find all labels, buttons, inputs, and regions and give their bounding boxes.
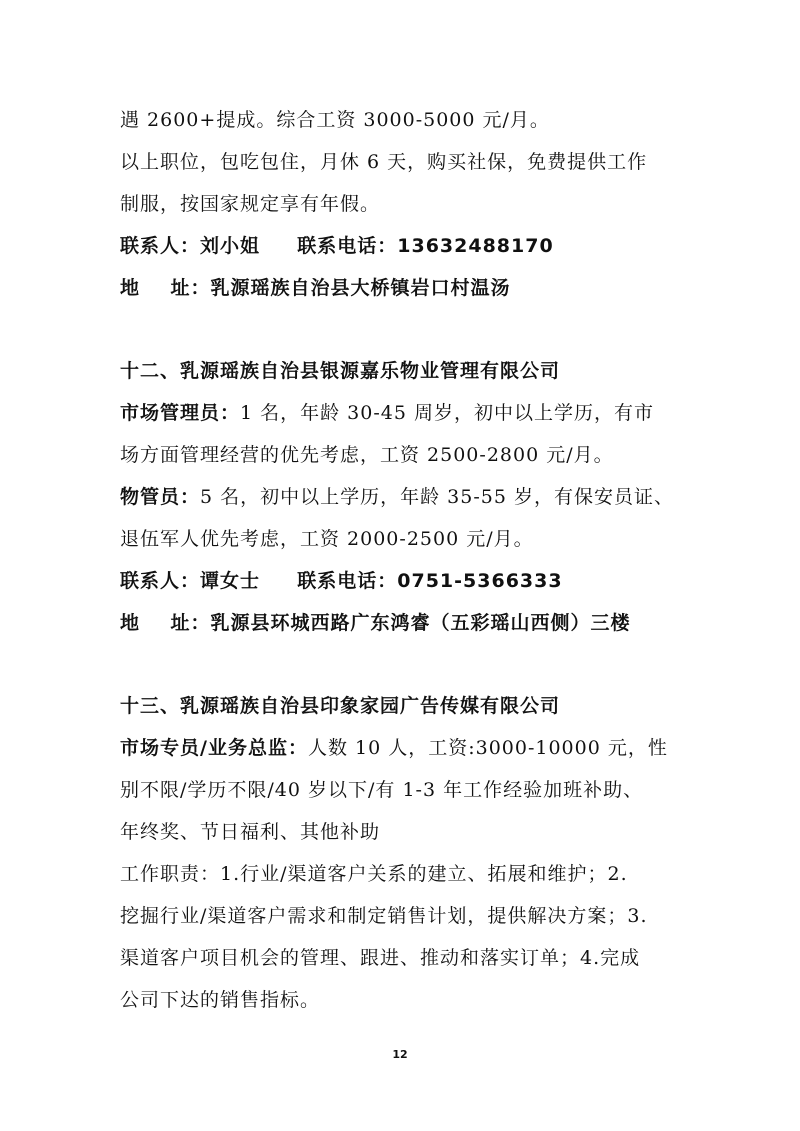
section-13-duty-line-3: 渠道客户项目机会的管理、跟进、推动和落实订单；4.完成 — [120, 947, 641, 969]
intro-contact-phone: 联系电话：13632488170 — [297, 235, 554, 257]
section-12-job-1 — [120, 400, 700, 426]
section-13-job-1-line-2: 别不限/学历不限/40 岁以下/有 1-3 年工作经验加班补助、 — [120, 779, 644, 801]
section-13-job-1-title: 市场专员/业务总监： — [120, 737, 308, 759]
section-13-duty-line-2: 挖掘行业/渠道客户需求和制定销售计划，提供解决方案；3. — [120, 905, 648, 927]
intro-line-2: 以上职位，包吃包住，月休 6 天，购买社保，免费提供工作 — [120, 151, 648, 173]
section-13-duty-line-4: 公司下达的销售指标。 — [120, 989, 321, 1011]
section-12-contact-phone: 联系电话：0751-5366333 — [297, 570, 563, 592]
section-12-job-2-title: 物管员： — [120, 486, 201, 508]
section-12-address: 地 址：乳源县环城西路广东鸿睿（五彩瑶山西侧）三楼 — [120, 612, 631, 634]
section-12-job-1-line-1: 1 名，年龄 30-45 周岁，初中以上学历，有市 — [240, 402, 654, 424]
intro-contact-line — [120, 233, 700, 259]
section-13-job-1-line-1: 人数 10 人，工资:3000-10000 元，性 — [307, 737, 668, 759]
section-12-contact-person: 联系人：谭女士 — [120, 570, 261, 592]
intro-line-3: 制服，按国家规定享有年假。 — [120, 193, 381, 215]
section-12-job-1-title: 市场管理员： — [120, 402, 241, 424]
intro-address: 地 址：乳源瑶族自治县大桥镇岩口村温汤 — [120, 277, 511, 299]
intro-line-1: 遇 2600+提成。综合工资 3000-5000 元/月。 — [120, 109, 550, 131]
section-12-contact-line — [120, 568, 700, 594]
section-12-job-2-line-2: 退伍军人优先考虑，工资 2000-2500 元/月。 — [120, 528, 534, 550]
section-12-job-2-line-1: 5 名，初中以上学历，年龄 35-55 岁，有保安员证、 — [200, 486, 674, 508]
section-12-job-2 — [120, 484, 700, 510]
section-13-duty-line-1: 工作职责：1.行业/渠道客户关系的建立、拓展和维护；2. — [120, 863, 628, 885]
page-number: 12 — [392, 1048, 408, 1061]
section-12-job-1-line-2: 场方面管理经营的优先考虑，工资 2500-2800 元/月。 — [120, 444, 614, 466]
section-13-job-1-line-3: 年终奖、节日福利、其他补助 — [120, 821, 381, 843]
section-13-heading: 十三、乳源瑶族自治县印象家园广告传媒有限公司 — [120, 695, 561, 717]
section-12-heading: 十二、乳源瑶族自治县银源嘉乐物业管理有限公司 — [120, 360, 561, 382]
section-13-job-1 — [120, 735, 700, 761]
intro-contact-person: 联系人：刘小姐 — [120, 235, 261, 257]
